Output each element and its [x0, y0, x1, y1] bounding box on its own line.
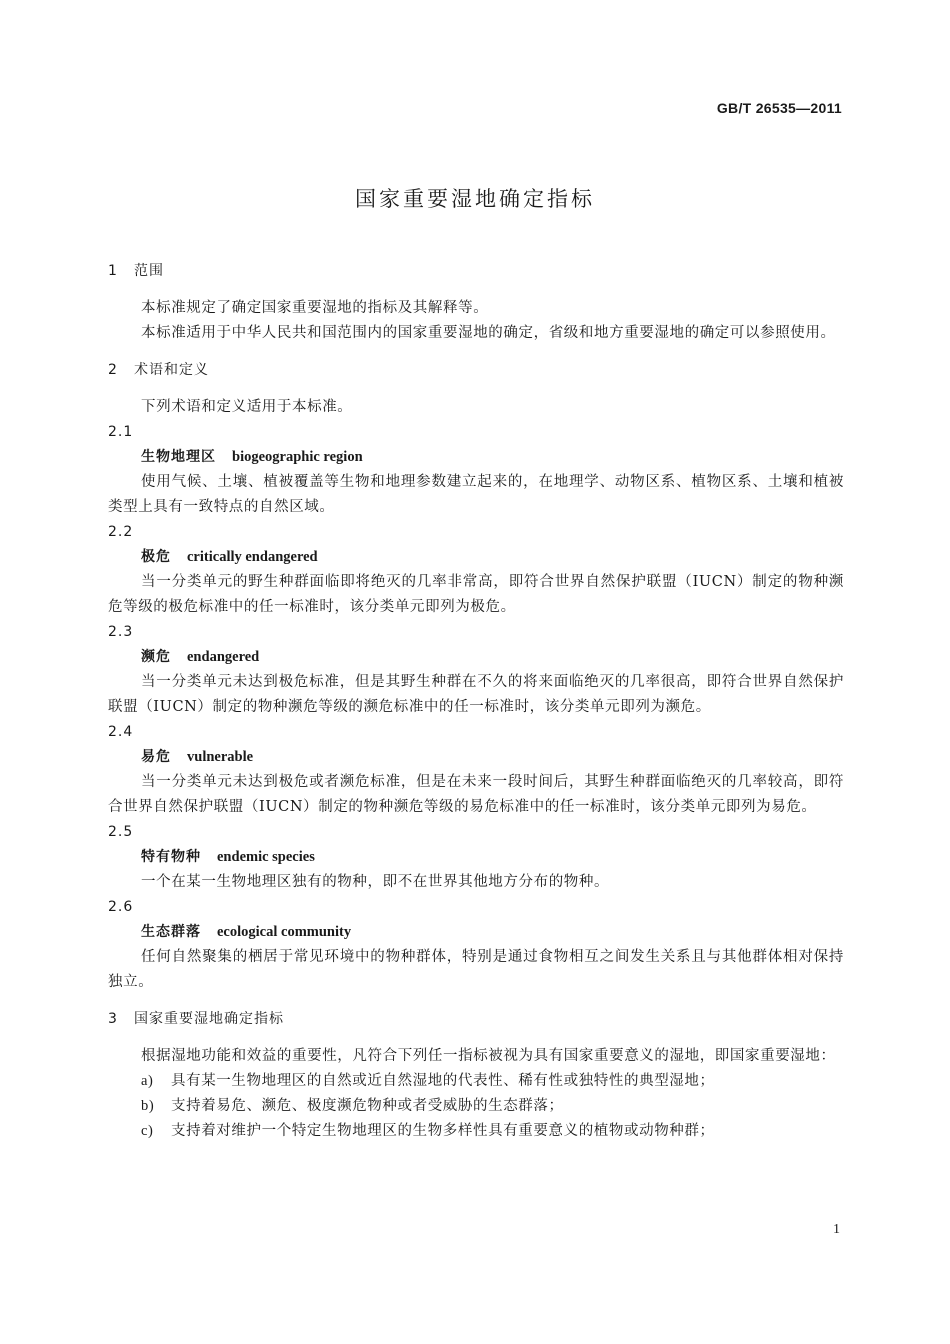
section-title: 国家重要湿地确定指标	[134, 1011, 284, 1027]
term-entry	[108, 420, 844, 520]
list-marker: c)	[141, 1123, 154, 1139]
term-definition: 任何自然聚集的栖居于常见环境中的物种群体，特别是通过食物相互之间发生关系且与其他群体相对保持独立。	[108, 949, 844, 990]
term-chinese: 濒危	[141, 649, 171, 665]
section-number: 3	[108, 1011, 118, 1027]
paragraph: 根据湿地功能和效益的重要性，凡符合下列任一指标被视为具有国家重要意义的湿地，即国家重要湿地：	[141, 1048, 836, 1064]
document-body	[108, 259, 844, 1144]
term-english: critically endangered	[187, 549, 318, 565]
section-title: 术语和定义	[134, 362, 209, 378]
list-item-text: 具有某一生物地理区的自然或近自然湿地的代表性、稀有性或独特性的典型湿地；	[171, 1073, 715, 1089]
term-english: endemic species	[217, 849, 315, 865]
section-heading-terms	[108, 358, 844, 383]
section-heading-scope	[108, 259, 844, 284]
list-item-text: 支持着对维护一个特定生物地理区的生物多样性具有重要意义的植物或动物种群；	[171, 1123, 715, 1139]
term-line	[108, 745, 844, 770]
term-line	[108, 920, 844, 945]
term-entry	[108, 520, 844, 620]
term-number: 2.4	[108, 724, 134, 740]
list-item-text: 支持着易危、濒危、极度濒危物种或者受威胁的生态群落；	[171, 1098, 564, 1114]
term-english: vulnerable	[187, 749, 254, 765]
term-definition: 一个在某一生物地理区独有的物种，即不在世界其他地方分布的物种。	[141, 874, 610, 890]
term-definition: 当一分类单元未达到极危标准，但是其野生种群在不久的将来面临绝灭的几率很高，即符合世界自然保护联盟（IUCN）制定的物种濒危等级的濒危标准中的任一标准时，该分类单元即列为濒危。	[108, 674, 844, 715]
term-line	[108, 645, 844, 670]
term-definition: 使用气候、土壤、植被覆盖等生物和地理参数建立起来的，在地理学、动物区系、植物区系、土壤和植被类型上具有一致特点的自然区域。	[108, 474, 844, 515]
paragraph: 本标准规定了确定国家重要湿地的指标及其解释等。	[141, 300, 489, 316]
term-chinese: 极危	[141, 549, 171, 565]
list-marker: b)	[141, 1098, 155, 1114]
term-number: 2.3	[108, 624, 134, 640]
term-line	[108, 845, 844, 870]
list-item	[108, 1119, 844, 1144]
term-definition: 当一分类单元的野生种群面临即将绝灭的几率非常高，即符合世界自然保护联盟（IUCN）制定的物种濒危等级的极危标准中的任一标准时，该分类单元即列为极危。	[108, 574, 844, 615]
term-line	[108, 445, 844, 470]
term-entry	[108, 720, 844, 820]
term-chinese: 易危	[141, 749, 171, 765]
list-marker: a)	[141, 1073, 154, 1089]
page-title: 国家重要湿地确定指标	[355, 187, 595, 211]
term-entry	[108, 895, 844, 995]
section-heading-indicators	[108, 1007, 844, 1032]
term-entry	[108, 820, 844, 895]
section-number: 1	[108, 263, 118, 279]
term-entry	[108, 620, 844, 720]
list-item	[108, 1069, 844, 1094]
term-number: 2.5	[108, 824, 134, 840]
section-number: 2	[108, 362, 118, 378]
section-title: 范围	[134, 263, 164, 279]
term-number: 2.6	[108, 899, 134, 915]
paragraph: 下列术语和定义适用于本标准。	[141, 399, 353, 415]
list-item	[108, 1094, 844, 1119]
term-number: 2.2	[108, 524, 134, 540]
term-english: ecological community	[217, 924, 352, 940]
term-definition: 当一分类单元未达到极危或者濒危标准，但是在未来一段时间后，其野生种群面临绝灭的几率较高，即符合世界自然保护联盟（IUCN）制定的物种濒危等级的易危标准中的任一标准时，该分类单元即列为易危。	[108, 774, 844, 815]
term-english: endangered	[187, 649, 260, 665]
page-number: 1	[833, 1222, 840, 1237]
term-number: 2.1	[108, 424, 134, 440]
term-chinese: 特有物种	[141, 849, 201, 865]
term-chinese: 生物地理区	[141, 449, 216, 465]
paragraph: 本标准适用于中华人民共和国范围内的国家重要湿地的确定，省级和地方重要湿地的确定可以参照使用。	[141, 325, 836, 341]
term-line	[108, 545, 844, 570]
term-english: biogeographic region	[232, 449, 363, 465]
standard-code: GB/T 26535—2011	[716, 100, 842, 116]
term-chinese: 生态群落	[141, 924, 201, 940]
